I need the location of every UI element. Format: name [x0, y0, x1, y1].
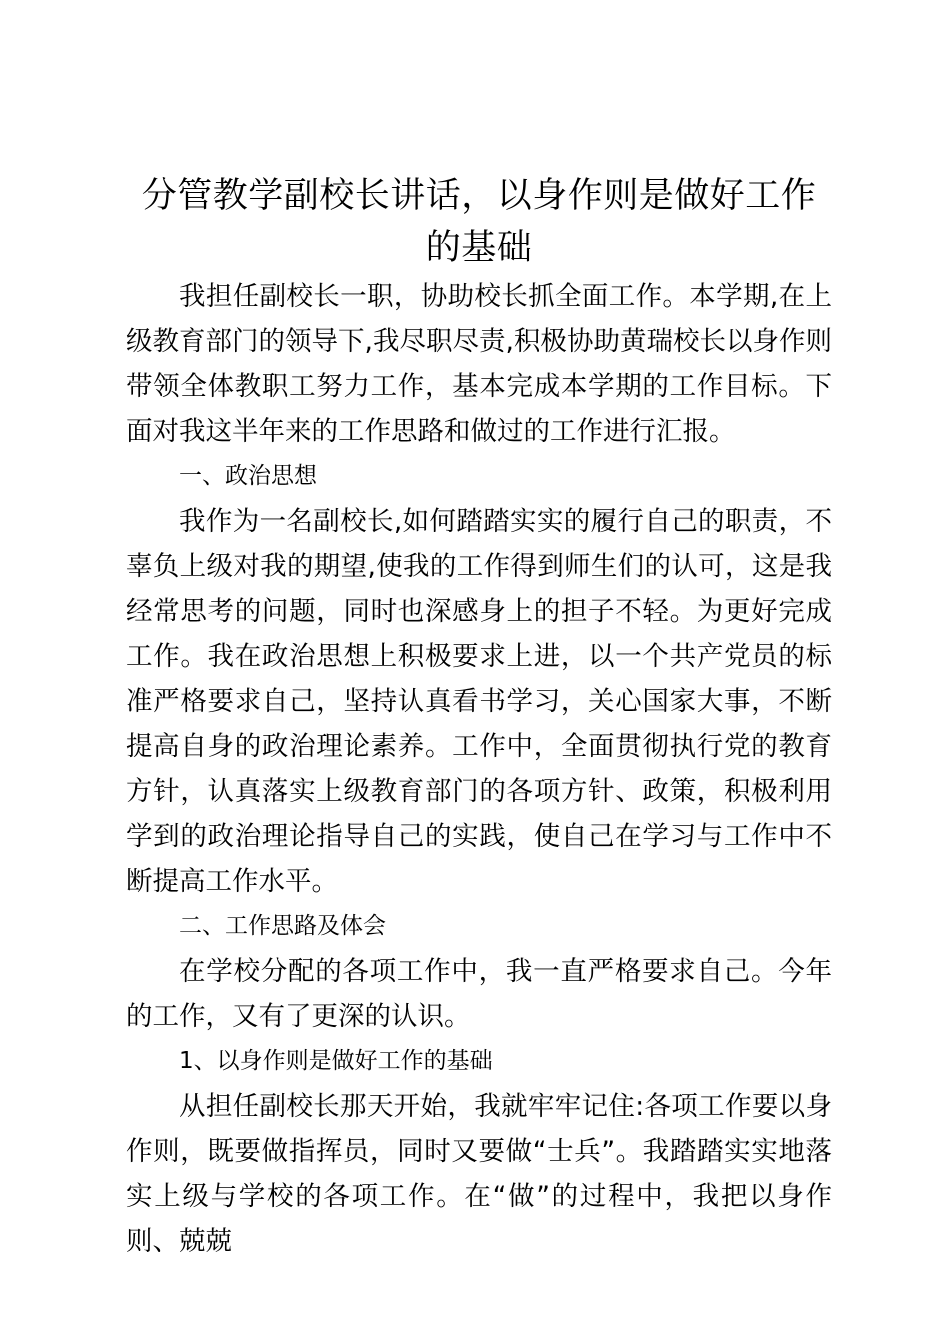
political-thought-paragraph: 我作为一名副校长,如何踏踏实实的履行自己的职责，不辜负上级对我的期望,使我的工作得到师生们的认可，这是我经常思考的问题，同时也深感身上的担子不轻。为更好完成工作。我在政治思想上积极要求上进，以一个共产党员的标准严格要求自己，坚持认真看书学习，关心国家大事，不断提高自身的政治理论素养。工作中，全面贯彻执行党的教育方针，认真落实上级教育部门的各项方针、政策，积极利用学到的政治理论指导自己的实践，使自己在学习与工作中不断提高工作水平。: [126, 506, 832, 897]
intro-paragraph: 我担任副校长一职，协助校长抓全面工作。本学期,在上级教育部门的领导下,我尽职尽责,积极协助黄瑞校长以身作则带领全体教职工努力工作，基本完成本学期的工作目标。下面对我这半年来的工作思路和做过的工作进行汇报。: [126, 281, 832, 447]
document-body: [126, 170, 832, 1264]
lead-by-example-paragraph: 从担任副校长那天开始，我就牢牢记住:各项工作要以身作则，既要做指挥员，同时又要做“士兵”。我踏踏实实地落实上级与学校的各项工作。在“做”的过程中，我把以身作则、兢兢: [126, 1091, 832, 1257]
subsection-heading-lead-by-example: 1、以身作则是做好工作的基础: [179, 1048, 493, 1074]
document-title: 分管教学副校长讲话，以身作则是做好工作的基础: [141, 176, 817, 268]
section-heading-political-thought: 一、政治思想: [179, 463, 317, 489]
section-heading-work-ideas: 二、工作思路及体会: [179, 913, 386, 939]
work-ideas-paragraph: 在学校分配的各项工作中，我一直严格要求自己。今年的工作，又有了更深的认识。: [126, 956, 832, 1032]
